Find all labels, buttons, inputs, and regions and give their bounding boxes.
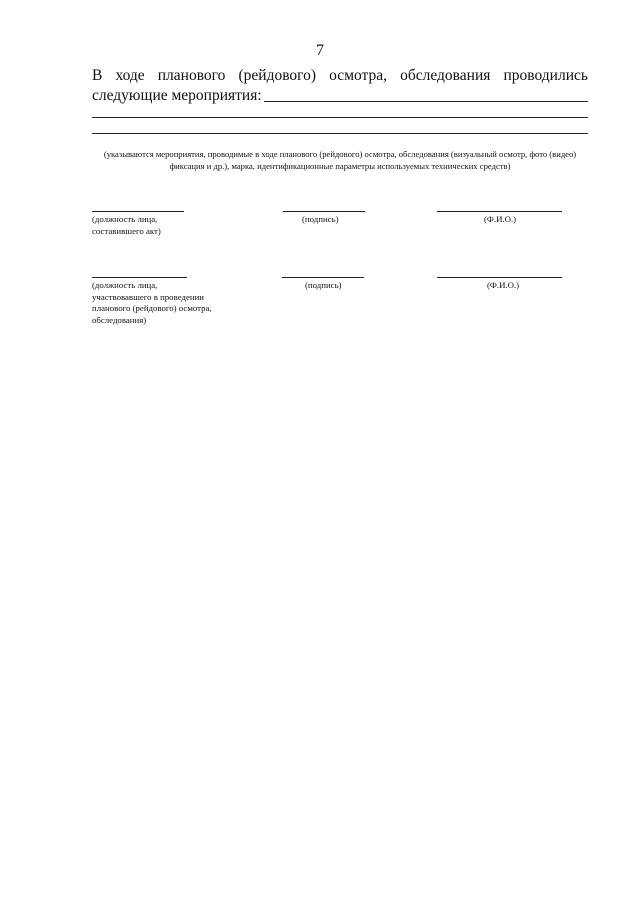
intro-word: проводились (503, 67, 588, 84)
signature-caption: (подпись) (305, 280, 342, 290)
intro-word: ходе (115, 67, 145, 84)
name-line-participant[interactable] (437, 277, 562, 278)
signature-line-compiler[interactable] (283, 211, 365, 212)
name-line-compiler[interactable] (437, 211, 562, 212)
intro-paragraph (92, 66, 588, 106)
position-caption-compiler: (должность лица, составившего акт) (92, 214, 161, 236)
page-number: 7 (316, 42, 324, 59)
intro-word: осмотра, (329, 67, 388, 84)
intro-word: В (92, 67, 103, 84)
position-line-compiler[interactable] (92, 211, 184, 212)
measures-fill-line-1[interactable] (264, 101, 588, 102)
name-caption: (Ф.И.О.) (487, 280, 520, 290)
intro-line-2-text: следующие мероприятия: (92, 87, 262, 104)
intro-line-1 (92, 66, 588, 86)
name-caption: (Ф.И.О.) (484, 214, 517, 224)
measures-hint: (указываются мероприятия, проводимые в ходе планового (рейдового) осмотра, обследования (визуальный осмотр, фото (видео) фиксация и др.), марка, идентификационные параметры используемых технических средств) (103, 149, 577, 171)
intro-word: обследования (400, 67, 491, 84)
measures-fill-line-3[interactable] (92, 133, 588, 134)
intro-word: (рейдового) (238, 67, 317, 84)
position-caption-participant: (должность лица, участвовавшего в проведении планового (рейдового) осмотра, обследования) (92, 280, 212, 325)
intro-word: планового (157, 67, 226, 84)
position-line-participant[interactable] (92, 277, 187, 278)
signature-line-participant[interactable] (282, 277, 364, 278)
intro-line-2 (92, 86, 588, 106)
signature-caption: (подпись) (302, 214, 339, 224)
measures-fill-line-2[interactable] (92, 117, 588, 118)
